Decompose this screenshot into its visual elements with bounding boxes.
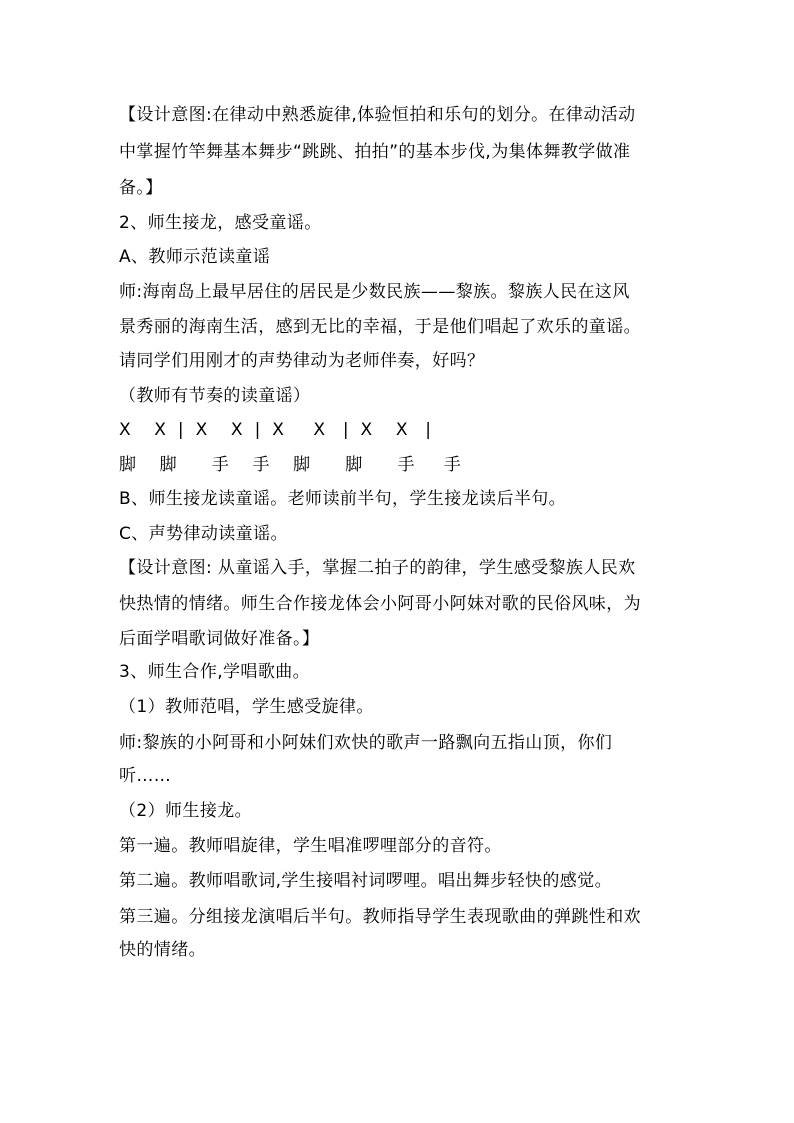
step-2-sub-b: B、师生接龙读童谣。老师读前半句，学生接龙读后半句。 bbox=[119, 489, 567, 509]
reading-note: （教师有节奏的读童谣） bbox=[119, 386, 311, 406]
pass-2: 第二遍。教师唱歌词,学生接唱衬词啰哩。唱出舞步轻快的感觉。 bbox=[119, 871, 613, 891]
teacher-speech-line-3: 请同学们用刚才的声势律动为老师伴奏，好吗？ bbox=[119, 351, 485, 371]
design-intent-2-line-1: 【设计意图: 从童谣入手，掌握二拍子的韵律，学生感受黎族人民欢 bbox=[119, 558, 636, 578]
teacher-invite-line-2: 听…… bbox=[119, 766, 172, 786]
step-2-sub-a: A、教师示范读童谣 bbox=[119, 247, 271, 267]
design-intent-2-line-2: 快热情的情绪。师生合作接龙体会小阿哥小阿妹对歌的民俗风味，为 bbox=[119, 594, 641, 614]
rhythm-lyrics bbox=[119, 449, 689, 481]
step-2-sub-c: C、声势律动读童谣。 bbox=[119, 524, 288, 544]
design-intent-1-line-2: 中掌握竹竿舞基本舞步“跳跳、拍拍”的基本步伐,为集体舞教学做准 bbox=[119, 142, 631, 162]
teacher-invite-line-1: 师:黎族的小阿哥和小阿妹们欢快的歌声一路飘向五指山顶，你们 bbox=[119, 733, 613, 753]
teacher-speech-line-2: 景秀丽的海南生活，感到无比的幸福，于是他们唱起了欢乐的童谣。 bbox=[119, 317, 641, 337]
step-2-heading: 2、师生接龙，感受童谣。 bbox=[119, 213, 322, 233]
rhythm-words: 脚 脚 手 手 脚 脚 手 手 bbox=[119, 455, 462, 475]
pass-1: 第一遍。教师唱旋律，学生唱准啰哩部分的音符。 bbox=[119, 836, 502, 856]
design-intent-2-line-3: 后面学唱歌词做好准备。】 bbox=[119, 629, 320, 649]
design-intent-1-line-1: 【设计意图:在律动中熟悉旋律,体验恒拍和乐句的划分。在律动活动 bbox=[119, 105, 636, 125]
design-intent-1-line-3: 备。】 bbox=[119, 178, 163, 198]
step-3-item-2: （2）师生接龙。 bbox=[119, 801, 253, 821]
teacher-speech-line-1: 师:海南岛上最早居住的居民是少数民族——黎族。黎族人民在这风 bbox=[119, 282, 630, 302]
step-3-item-1: （1）教师范唱，学生感受旋律。 bbox=[119, 697, 374, 717]
pass-3-line-2: 快的情绪。 bbox=[119, 940, 206, 960]
step-3-heading: 3、师生合作,学唱歌曲。 bbox=[119, 662, 311, 682]
rhythm-notation bbox=[119, 414, 689, 446]
pass-3-line-1: 第三遍。分组接龙演唱后半句。教师指导学生表现歌曲的弹跳性和欢 bbox=[119, 907, 641, 927]
rhythm-notes: X X | X X | X X | X X | bbox=[119, 420, 432, 440]
